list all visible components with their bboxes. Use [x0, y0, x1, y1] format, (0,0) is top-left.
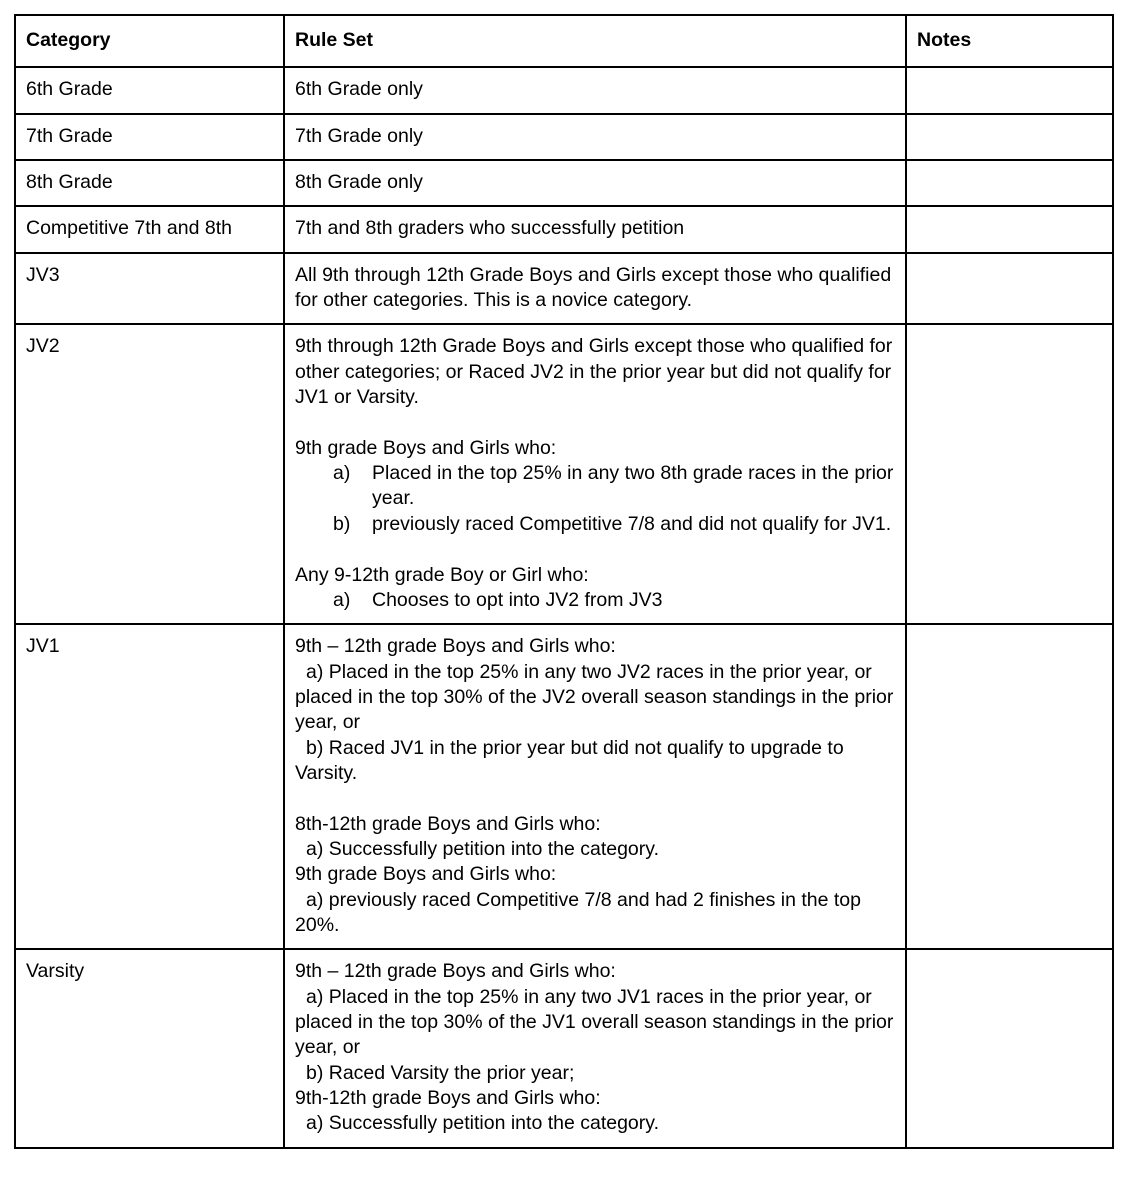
- category-label: JV3: [26, 263, 60, 286]
- rule-lettered-item: a) previously raced Competitive 7/8 and had 2 finishes in the top 20%.: [295, 888, 861, 936]
- cell-category: [15, 949, 284, 1147]
- rule-lettered-item: a) Successfully petition into the category.: [306, 837, 659, 860]
- cell-notes: [906, 206, 1113, 252]
- cell-notes: [906, 324, 1113, 624]
- category-label: JV1: [26, 635, 60, 658]
- column-header-rule-set: Rule Set: [284, 15, 906, 67]
- rule-lettered-item: a) Placed in the top 25% in any two JV2 races in the prior year, or placed in the top 30% of the JV2 overall season standings in the prior year, or: [295, 660, 894, 734]
- rule-paragraph: 6th Grade only: [295, 78, 423, 101]
- table-header: [15, 15, 1113, 67]
- rule-paragraph: 7th and 8th graders who successfully petition: [295, 217, 685, 240]
- category-label: JV2: [26, 335, 60, 358]
- list-item-text: Chooses to opt into JV2 from JV3: [372, 588, 663, 611]
- cell-rule-set: [284, 324, 906, 624]
- cell-category: [15, 624, 284, 949]
- cell-category: [15, 67, 284, 113]
- rule-paragraph: 9th grade Boys and Girls who:: [295, 863, 557, 886]
- cell-notes: [906, 114, 1113, 160]
- rule-paragraph: All 9th through 12th Grade Boys and Girls except those who qualified for other categories. This is a novice category.: [295, 263, 892, 312]
- cell-notes: [906, 253, 1113, 325]
- rule-lettered-list: [295, 461, 895, 537]
- cell-rule-set: [284, 949, 906, 1147]
- cell-rule-set: [284, 624, 906, 949]
- cell-category: [15, 324, 284, 624]
- category-label: Competitive 7th and 8th: [26, 217, 232, 240]
- cell-rule-set: [284, 206, 906, 252]
- list-item-marker: a): [333, 462, 351, 485]
- category-label: 8th Grade: [26, 171, 113, 194]
- rule-lettered-item: a) Placed in the top 25% in any two JV1 races in the prior year, or placed in the top 30% of the JV1 overall season standings in the prior year, or: [295, 985, 894, 1059]
- cell-category: [15, 253, 284, 325]
- category-label: Varsity: [26, 960, 85, 983]
- list-item-text: Placed in the top 25% in any two 8th grade races in the prior year.: [372, 462, 894, 510]
- column-header-notes: Notes: [906, 15, 1113, 67]
- rule-paragraph: 7th Grade only: [295, 124, 423, 147]
- column-header-category: Category: [15, 15, 284, 67]
- cell-notes: [906, 160, 1113, 206]
- rule-paragraph: 9th – 12th grade Boys and Girls who:: [295, 635, 616, 658]
- category-label: 7th Grade: [26, 124, 113, 147]
- cell-rule-set: [284, 253, 906, 325]
- rule-lettered-item: a) Successfully petition into the category.: [306, 1112, 659, 1135]
- rule-list-item: [295, 512, 895, 537]
- cell-rule-set: [284, 114, 906, 160]
- table-row: [15, 949, 1113, 1147]
- list-item-marker: b): [333, 512, 351, 535]
- rule-list-item: [295, 588, 895, 613]
- race-category-rule-set-table: [14, 14, 1114, 1149]
- cell-notes: [906, 624, 1113, 949]
- table-header-row: [15, 15, 1113, 67]
- rule-paragraph: 9th grade Boys and Girls who:: [295, 436, 557, 459]
- table-row: [15, 114, 1113, 160]
- list-item-text: previously raced Competitive 7/8 and did not qualify for JV1.: [372, 512, 892, 535]
- table-row: [15, 624, 1113, 949]
- table-row: [15, 160, 1113, 206]
- rule-lettered-item: b) Raced Varsity the prior year;: [306, 1061, 575, 1084]
- category-label: 6th Grade: [26, 78, 113, 101]
- rule-list-item: [295, 461, 895, 512]
- cell-notes: [906, 67, 1113, 113]
- cell-notes: [906, 949, 1113, 1147]
- rule-paragraph: 9th – 12th grade Boys and Girls who:: [295, 960, 616, 983]
- cell-category: [15, 160, 284, 206]
- table-row: [15, 324, 1113, 624]
- rule-paragraph: 9th-12th grade Boys and Girls who:: [295, 1087, 601, 1110]
- cell-rule-set: [284, 160, 906, 206]
- rule-paragraph: 8th-12th grade Boys and Girls who:: [295, 812, 601, 835]
- cell-category: [15, 206, 284, 252]
- table-row: [15, 67, 1113, 113]
- rule-lettered-list: [295, 588, 895, 613]
- rule-paragraph: 8th Grade only: [295, 171, 423, 194]
- cell-rule-set: [284, 67, 906, 113]
- rule-paragraph: Any 9-12th grade Boy or Girl who:: [295, 563, 589, 586]
- rule-lettered-item: b) Raced JV1 in the prior year but did not qualify to upgrade to Varsity.: [295, 736, 844, 784]
- rule-paragraph: 9th through 12th Grade Boys and Girls except those who qualified for other categories; or Raced JV2 in the prior year but did not qualify for JV1 or Varsity.: [295, 335, 893, 409]
- list-item-marker: a): [333, 588, 351, 611]
- cell-category: [15, 114, 284, 160]
- table-body: [15, 67, 1113, 1147]
- table-row: [15, 206, 1113, 252]
- table-row: [15, 253, 1113, 325]
